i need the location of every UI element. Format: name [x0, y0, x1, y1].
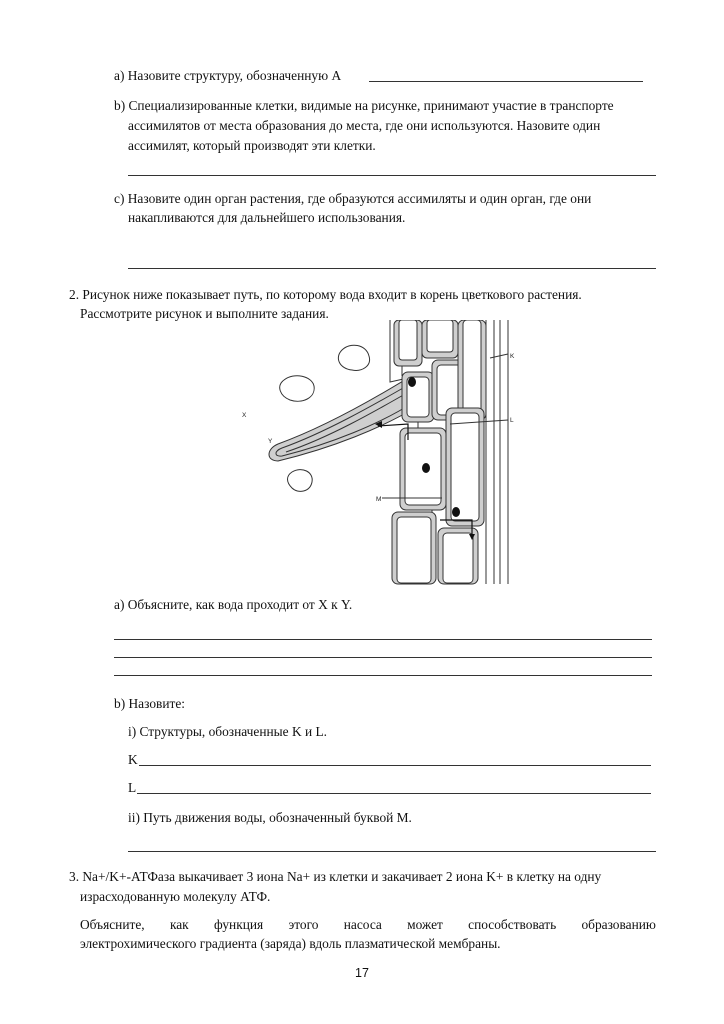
label-x: X: [242, 412, 247, 419]
q2a-answer-line-2[interactable]: [114, 657, 652, 658]
q2b-l-prefix: L: [128, 780, 137, 795]
q2a-answer-line-1[interactable]: [114, 639, 652, 640]
q3-word: насоса: [343, 917, 382, 932]
root-water-path-figure: [232, 320, 542, 585]
label-l: L: [510, 417, 514, 424]
soil-particle: [280, 376, 314, 401]
label-y: Y: [268, 438, 273, 445]
q2b-ii-text: ii) Путь движения воды, обозначенный буквой M.: [128, 810, 412, 825]
q3-explain-line: [80, 915, 656, 935]
q1a-text: a) Назовите структуру, обозначенную А: [114, 68, 342, 83]
q2b-ii-answer-line[interactable]: [128, 851, 656, 852]
page-number: 17: [355, 966, 369, 980]
q3-word: способствовать: [468, 917, 557, 932]
q1b-answer-line[interactable]: [128, 175, 656, 176]
q1b-line1: b) Специализированные клетки, видимые на рисунке, принимают участие в транспорте: [114, 98, 614, 113]
q3-word: Объясните,: [80, 917, 145, 932]
q1a-answer-line[interactable]: [369, 81, 643, 82]
q2a-text: a) Объясните, как вода проходит от X к Y.: [114, 597, 353, 612]
q2b-k-prefix: K: [128, 752, 138, 767]
q1c-answer-line[interactable]: [128, 268, 656, 269]
label-k: K: [510, 353, 515, 360]
q2-intro-line2: Рассмотрите рисунок и выполните задания.: [80, 306, 329, 321]
q1b-line3: ассимилят, который производят эти клетки.: [128, 138, 376, 153]
q1c-line1: c) Назовите один орган растения, где образуются ассимиляты и один орган, где они: [114, 191, 592, 206]
q1b-line2: ассимилятов от места образования до места, где они используются. Назовите один: [128, 118, 601, 133]
q2a-answer-line-3[interactable]: [114, 675, 652, 676]
q3-word: как: [169, 917, 189, 932]
q3-line1: 3. Na+/K+-АТФаза выкачивает 3 иона Na+ из клетки и закачивает 2 иона K+ в клетку на одну: [69, 869, 602, 884]
q3-word: функция: [213, 917, 264, 932]
cell-nucleus: [452, 507, 460, 517]
q2b-i-text: i) Структуры, обозначенные K и L.: [128, 724, 328, 739]
soil-particle: [288, 470, 313, 492]
cell-nucleus: [408, 377, 416, 387]
q2b-heading: b) Назовите:: [114, 696, 186, 711]
q3-word: образованию: [581, 917, 656, 932]
root-hair: [269, 378, 418, 461]
q3-line4: электрохимического градиента (заряда) вдоль плазматической мембраны.: [80, 936, 501, 951]
cell-nucleus: [422, 463, 430, 473]
soil-particle: [338, 345, 369, 370]
q1c-line2: накапливаются для дальнейшего использования.: [128, 210, 406, 225]
label-m: M: [376, 496, 382, 503]
q3-word: может: [407, 917, 443, 932]
q2b-l-answer-line[interactable]: [137, 793, 651, 794]
q3-line2: израсходованную молекулу АТФ.: [80, 889, 271, 904]
q3-word: этого: [288, 917, 319, 932]
q2-intro-line1: 2. Рисунок ниже показывает путь, по которому вода входит в корень цветкового растения.: [69, 287, 582, 302]
q2b-k-answer-line[interactable]: [139, 765, 651, 766]
